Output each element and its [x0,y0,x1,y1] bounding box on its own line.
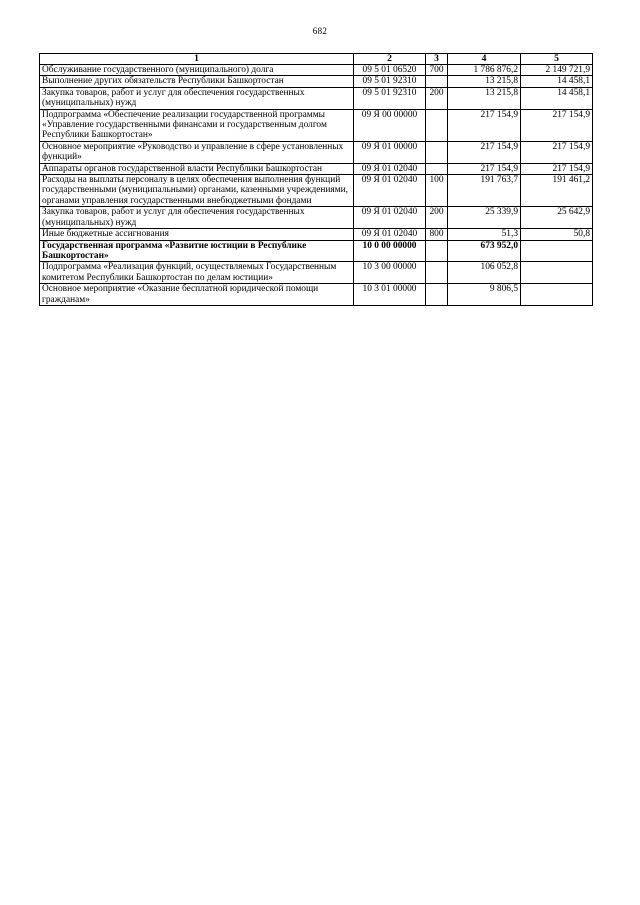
row-code-cell: 09 Я 01 02040 [354,229,426,240]
page-number: 682 [312,26,328,36]
row-amount-col5-cell: 191 461,2 [521,175,593,207]
header-col-3: 3 [426,54,448,65]
row-name-cell: Государственная программа «Развитие юстиции в Республике Башкортостан» [40,240,354,262]
row-expense-type-cell [426,163,448,174]
row-name-cell: Основное мероприятие «Оказание бесплатной юридической помощи гражданам» [40,284,354,306]
row-amount-col4-cell: 13 215,8 [448,76,521,87]
row-name-cell: Закупка товаров, работ и услуг для обеспечения государственных (муниципальных) нужд [40,87,354,109]
row-amount-col4-cell: 13 215,8 [448,87,521,109]
row-amount-col4-cell: 25 339,9 [448,207,521,229]
row-code-cell: 09 Я 01 02040 [354,207,426,229]
row-amount-col4-cell: 9 806,5 [448,284,521,306]
row-expense-type-cell [426,284,448,306]
budget-table [39,53,593,306]
table-row [40,240,593,262]
table-row [40,175,593,207]
row-code-cell: 10 0 00 00000 [354,240,426,262]
row-code-cell: 09 Я 01 02040 [354,175,426,207]
row-amount-col5-cell: 25 642,9 [521,207,593,229]
row-name-cell: Выполнение других обязательств Республики Башкортостан [40,76,354,87]
table-row [40,262,593,284]
row-name-cell: Расходы на выплаты персоналу в целях обеспечения выполнения функций государственными (муниципальными) органами, казенными учреждениями, органами управления государственными внебюджетными фондами [40,175,354,207]
row-expense-type-cell [426,141,448,163]
row-code-cell: 09 Я 00 00000 [354,109,426,141]
row-name-cell: Основное мероприятие «Руководство и управление в сфере установленных функций» [40,141,354,163]
header-col-2: 2 [354,54,426,65]
row-expense-type-cell: 200 [426,87,448,109]
row-expense-type-cell: 100 [426,175,448,207]
table-header [40,54,593,65]
table-row [40,65,593,76]
row-code-cell: 10 3 00 00000 [354,262,426,284]
row-amount-col4-cell: 217 154,9 [448,141,521,163]
header-col-1: 1 [40,54,354,65]
row-amount-col4-cell: 51,3 [448,229,521,240]
header-col-5: 5 [521,54,593,65]
row-amount-col5-cell: 14 458,1 [521,76,593,87]
row-expense-type-cell [426,262,448,284]
header-row [40,54,593,65]
row-amount-col4-cell: 217 154,9 [448,163,521,174]
row-amount-col5-cell: 217 154,9 [521,109,593,141]
row-name-cell: Аппараты органов государственной власти Республики Башкортостан [40,163,354,174]
row-amount-col4-cell: 106 052,8 [448,262,521,284]
row-name-cell: Обслуживание государственного (муниципального) долга [40,65,354,76]
row-amount-col5-cell [521,262,593,284]
row-name-cell: Закупка товаров, работ и услуг для обеспечения государственных (муниципальных) нужд [40,207,354,229]
table-row [40,284,593,306]
row-name-cell: Подпрограмма «Обеспечение реализации государственной программы «Управление государственными финансами и государственным долгом Республики Башкортостан» [40,109,354,141]
row-code-cell: 09 Я 01 00000 [354,141,426,163]
table-row [40,163,593,174]
row-amount-col5-cell: 50,8 [521,229,593,240]
row-code-cell: 09 5 01 92310 [354,87,426,109]
row-expense-type-cell [426,109,448,141]
row-amount-col5-cell: 14 458,1 [521,87,593,109]
row-expense-type-cell: 200 [426,207,448,229]
row-amount-col4-cell: 191 763,7 [448,175,521,207]
table-row [40,207,593,229]
table-row [40,141,593,163]
row-name-cell: Подпрограмма «Реализация функций, осуществляемых Государственным комитетом Республики Башкортостан по делам юстиции» [40,262,354,284]
row-amount-col5-cell [521,240,593,262]
row-expense-type-cell [426,76,448,87]
row-code-cell: 09 5 01 06520 [354,65,426,76]
row-amount-col5-cell: 217 154,9 [521,141,593,163]
row-amount-col5-cell: 217 154,9 [521,163,593,174]
row-expense-type-cell: 700 [426,65,448,76]
row-expense-type-cell: 800 [426,229,448,240]
row-code-cell: 09 Я 01 02040 [354,163,426,174]
row-name-cell: Иные бюджетные ассигнования [40,229,354,240]
row-code-cell: 10 3 01 00000 [354,284,426,306]
row-code-cell: 09 5 01 92310 [354,76,426,87]
row-amount-col5-cell: 2 149 721,9 [521,65,593,76]
table-body [40,65,593,306]
header-col-4: 4 [448,54,521,65]
row-amount-col4-cell: 673 952,0 [448,240,521,262]
table-row [40,87,593,109]
row-amount-col5-cell [521,284,593,306]
table-row [40,229,593,240]
row-amount-col4-cell: 1 786 876,2 [448,65,521,76]
table-row [40,109,593,141]
row-amount-col4-cell: 217 154,9 [448,109,521,141]
table-row [40,76,593,87]
row-expense-type-cell [426,240,448,262]
